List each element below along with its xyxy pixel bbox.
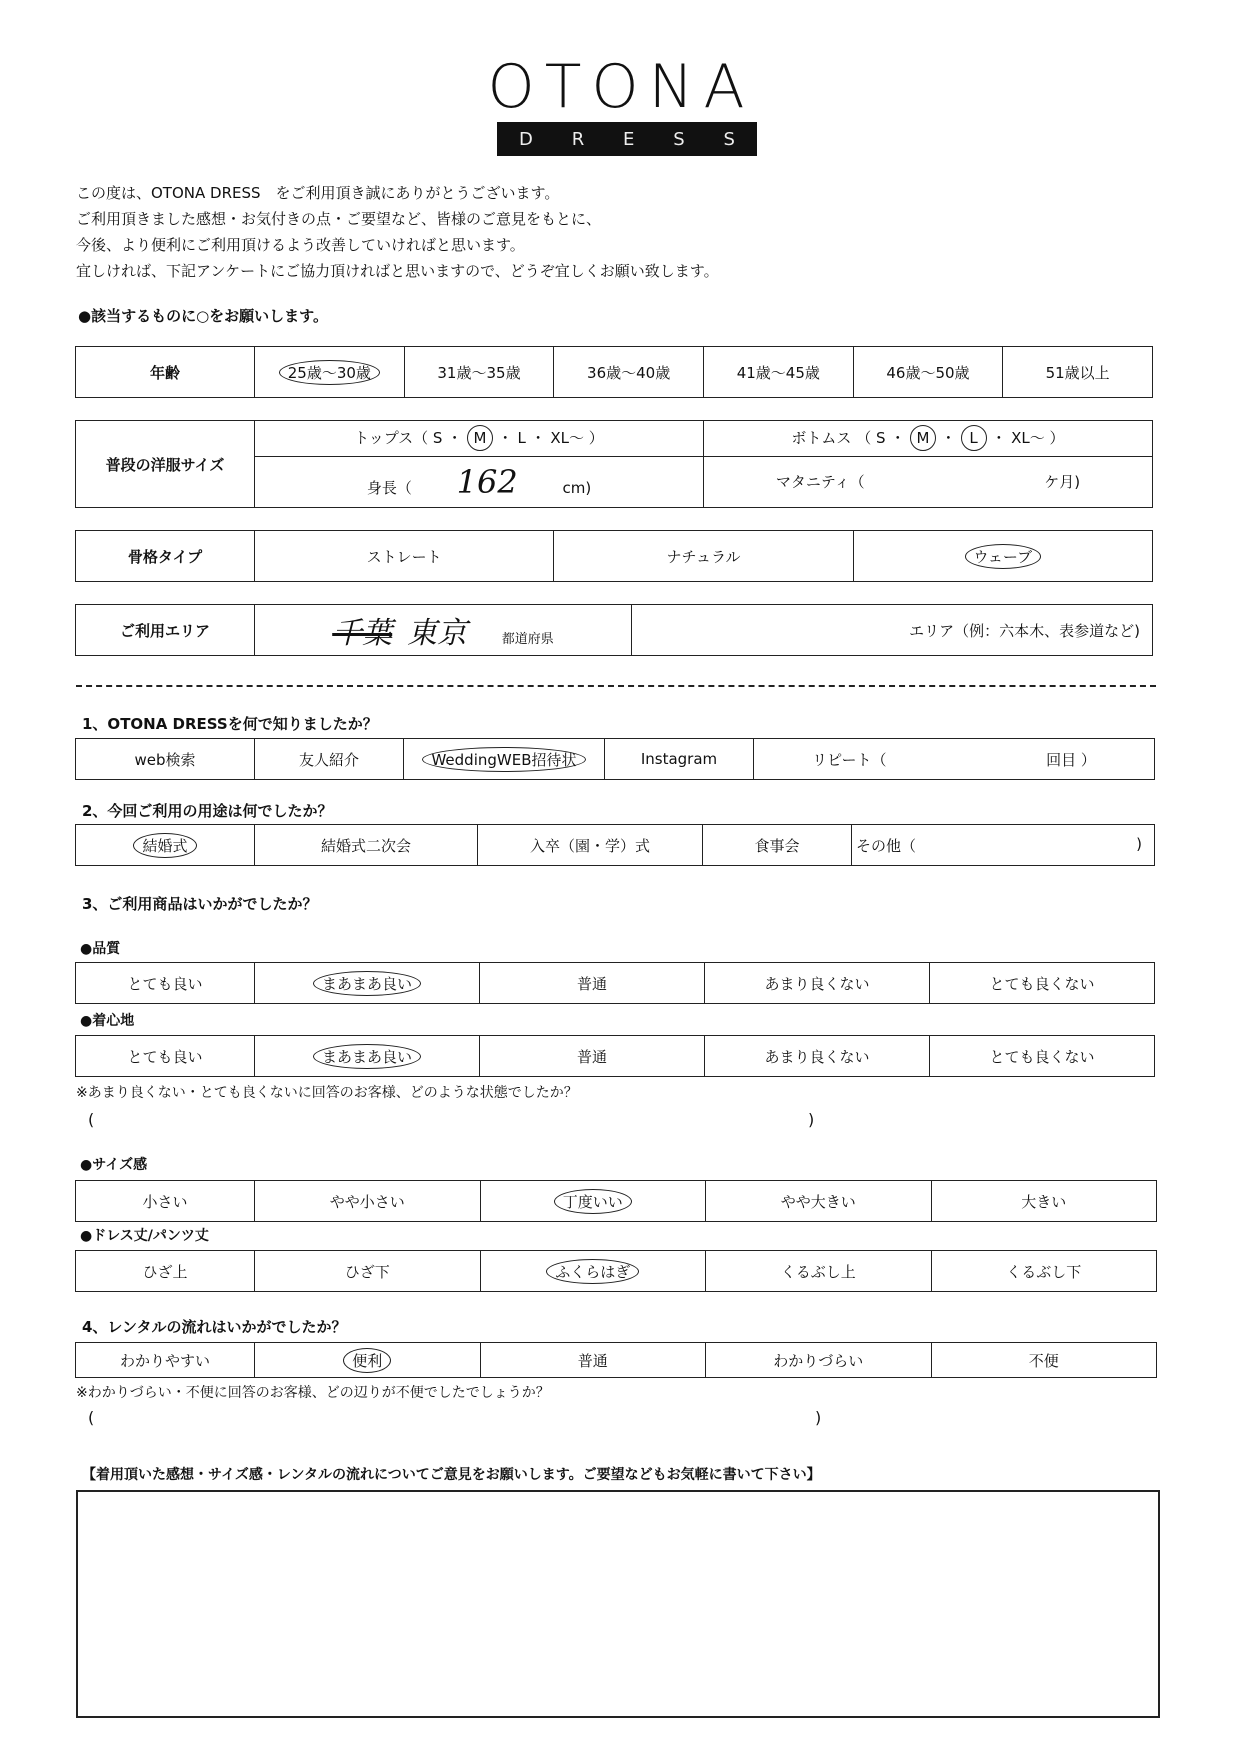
area-struck: 千葉 (332, 616, 393, 651)
selection-circle: 便利 (343, 1348, 391, 1373)
bottoms-m-selected: M (910, 425, 936, 451)
intro-line: この度は、OTONA DRESS をご利用頂き誠にありがとうございます。 (76, 184, 560, 202)
q2-option[interactable]: 入卒（園・学）式 (478, 825, 703, 866)
q4-paren-open: ( (88, 1408, 95, 1427)
height-unit: cm) (562, 478, 592, 497)
q1-repeat[interactable] (754, 739, 1155, 780)
fit-option[interactable]: やや小さい (255, 1181, 481, 1222)
fit-option[interactable]: 小さい (76, 1181, 255, 1222)
area-hint[interactable]: エリア（例：六本木、表参道など) (632, 605, 1153, 656)
age-option[interactable]: 41歳〜45歳 (703, 347, 853, 398)
comfort-option[interactable]: とても良くない (930, 1036, 1155, 1077)
logo-letter: R (571, 128, 585, 150)
size-label: 普段の洋服サイズ (76, 421, 255, 508)
length-option[interactable]: くるぶし下 (931, 1251, 1157, 1292)
area-suffix: 都道府県 (501, 632, 554, 647)
q1-option[interactable]: web検索 (76, 739, 255, 780)
quality-option[interactable]: あまり良くない (705, 963, 930, 1004)
length-option[interactable]: ひざ上 (76, 1251, 255, 1292)
bottoms-size[interactable] (704, 421, 1153, 457)
q3-title: 3、ご利用商品はいかがでしたか？ (82, 895, 318, 913)
q3-note: ※あまり良くない・とても良くないに回答のお客様、どのような状態でしたか？ (76, 1085, 578, 1101)
q2-option[interactable]: 結婚式二次会 (255, 825, 478, 866)
q3-paren-open: ( (88, 1110, 95, 1129)
selection-circle: ふくらはぎ (546, 1259, 639, 1284)
age-label: 年齢 (76, 347, 255, 398)
length-table (75, 1250, 1157, 1292)
height-value: 162 (456, 462, 518, 501)
q2-option[interactable]: 食事会 (703, 825, 852, 866)
age-table (75, 346, 1153, 398)
tops-selected: M (467, 425, 493, 451)
repeat-count: 回目 ） (1046, 750, 1096, 769)
q4-option[interactable]: 不便 (931, 1343, 1157, 1378)
length-option[interactable]: くるぶし上 (706, 1251, 932, 1292)
logo-letter: S (673, 128, 685, 150)
q1-title: 1、OTONA DRESSを何で知りましたか？ (82, 715, 378, 733)
q4-table (75, 1342, 1157, 1378)
bottoms-sep: ・ (940, 429, 956, 448)
area-value: 東京 (406, 616, 467, 651)
size-table (75, 420, 1153, 508)
q4-option[interactable] (255, 1343, 481, 1378)
quality-label: ●品質 (80, 941, 121, 957)
selection-circle: まあまあ良い (313, 1044, 421, 1069)
comment-box[interactable] (76, 1490, 1160, 1718)
q1-option[interactable] (404, 739, 605, 780)
logo-letter: E (623, 128, 635, 150)
q1-option[interactable]: Instagram (605, 739, 754, 780)
q4-option[interactable]: 普通 (480, 1343, 706, 1378)
maternity-unit: ケ月) (1044, 473, 1081, 492)
age-option[interactable]: 31歳〜35歳 (404, 347, 554, 398)
age-option[interactable] (255, 347, 405, 398)
divider (76, 685, 1156, 687)
quality-option[interactable]: とても良くない (930, 963, 1155, 1004)
height-label: 身長（ (366, 478, 412, 497)
q4-title: 4、レンタルの流れはいかがでしたか？ (82, 1318, 347, 1336)
repeat-label: リピート（ (812, 750, 887, 769)
selection-circle: 25歳〜30歳 (279, 360, 380, 385)
other-label: その他（ (856, 836, 917, 855)
frame-option[interactable]: ナチュラル (554, 531, 853, 582)
bottoms-suffix: ・ XL〜 ） (991, 429, 1065, 448)
quality-option[interactable] (255, 963, 480, 1004)
q1-table (75, 738, 1155, 780)
q2-other[interactable] (852, 825, 1155, 866)
q3-paren-close: ) (808, 1110, 815, 1129)
frame-option[interactable] (853, 531, 1152, 582)
maternity-field[interactable] (704, 456, 1153, 507)
intro-text (76, 180, 719, 284)
comment-title: 【着用頂いた感想・サイズ感・レンタルの流れについてご意見をお願いします。ご要望などもお気軽に書いて下さい】 (82, 1467, 821, 1483)
area-label: ご利用エリア (76, 605, 255, 656)
quality-option[interactable]: 普通 (480, 963, 705, 1004)
comfort-label: ●着心地 (80, 1013, 135, 1029)
q4-option[interactable]: わかりやすい (76, 1343, 255, 1378)
instruction: ●該当するものに○をお願いします。 (78, 307, 328, 325)
comfort-option[interactable]: とても良い (76, 1036, 255, 1077)
intro-line: ご利用頂きました感想・お気付きの点・ご要望など、皆様のご意見をもとに、 (76, 210, 602, 228)
intro-line: 宜しければ、下記アンケートにご協力頂ければと思いますので、どうぞ宜しくお願い致します。 (76, 262, 719, 280)
q2-title: 2、今回ご利用の用途は何でしたか？ (82, 802, 333, 820)
logo-letter: S (723, 128, 735, 150)
logo-letter: D (519, 128, 533, 150)
frame-table (75, 530, 1153, 582)
quality-table (75, 962, 1155, 1004)
tops-suffix: ・ L ・ XL〜 ） (497, 429, 604, 448)
area-table (75, 604, 1153, 656)
q4-option[interactable]: わかりづらい (706, 1343, 932, 1378)
tops-size[interactable] (255, 421, 704, 457)
comfort-option[interactable]: 普通 (480, 1036, 705, 1077)
q4-paren-close: ) (815, 1408, 822, 1427)
selection-circle: ウェーブ (965, 544, 1042, 569)
other-close: ) (1136, 834, 1142, 853)
frame-option[interactable]: ストレート (255, 531, 554, 582)
intro-line: 今後、より便利にご利用頂けるよう改善していければと思います。 (76, 236, 525, 254)
maternity-label: マタニティ（ (775, 473, 865, 492)
fit-option[interactable]: 大きい (931, 1181, 1157, 1222)
q2-table (75, 824, 1155, 866)
comfort-table (75, 1035, 1155, 1077)
comfort-option[interactable] (255, 1036, 480, 1077)
q4-note: ※わかりづらい・不便に回答のお客様、どの辺りが不便でしたでしょうか？ (76, 1385, 550, 1401)
fit-table (75, 1180, 1157, 1222)
height-field[interactable] (255, 456, 704, 507)
q1-option[interactable]: 友人紹介 (255, 739, 404, 780)
selection-circle: WeddingWEB招待状 (422, 747, 585, 772)
length-label: ●ドレス丈/パンツ丈 (80, 1228, 209, 1244)
bottoms-prefix: ボトムス （ S ・ (791, 429, 906, 448)
quality-option[interactable]: とても良い (76, 963, 255, 1004)
age-option[interactable]: 36歳〜40歳 (554, 347, 704, 398)
fit-label: ●サイズ感 (80, 1157, 148, 1173)
selection-circle: 丁度いい (554, 1189, 632, 1214)
brand-logo: OTONA (487, 52, 755, 122)
brand-subtitle (497, 122, 757, 156)
area-prefecture[interactable] (255, 605, 632, 656)
length-option[interactable]: ひざ下 (255, 1251, 481, 1292)
fit-option[interactable]: やや大きい (706, 1181, 932, 1222)
q2-option[interactable] (76, 825, 255, 866)
bottoms-l-selected: L (961, 425, 987, 451)
selection-circle: 結婚式 (133, 833, 196, 858)
length-option[interactable] (480, 1251, 706, 1292)
age-option[interactable]: 51歳以上 (1003, 347, 1153, 398)
tops-prefix: トップス（ S ・ (354, 429, 463, 448)
age-option[interactable]: 46歳〜50歳 (853, 347, 1003, 398)
selection-circle: まあまあ良い (313, 971, 421, 996)
frame-label: 骨格タイプ (76, 531, 255, 582)
fit-option[interactable] (480, 1181, 706, 1222)
comfort-option[interactable]: あまり良くない (705, 1036, 930, 1077)
